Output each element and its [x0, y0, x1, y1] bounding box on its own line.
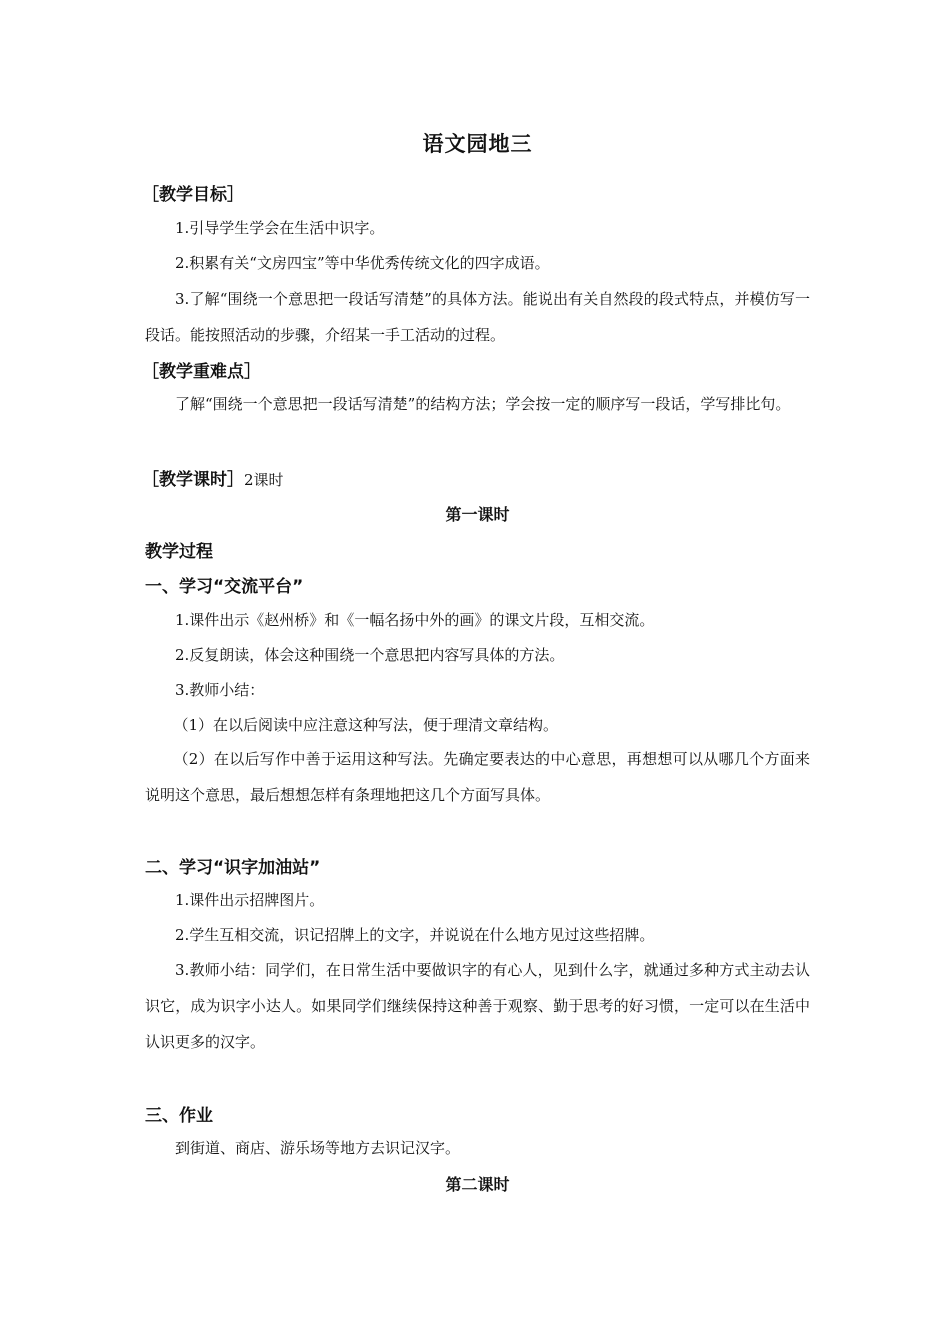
section1-item-5: （2）在以后写作中善于运用这种写法。先确定要表达的中心意思，再想想可以从哪几个方面来说明这个意思，最后想想怎样有条理地把这几个方面写具体。 [145, 750, 810, 804]
objective-item-1: 1.引导学生学会在生活中识字。 [175, 219, 385, 237]
key-points-text: 了解“围绕一个意思把一段话写清楚”的结构方法；学会按一定的顺序写一段话，学写排比句。 [175, 395, 791, 413]
objective-item-3: 3.了解“围绕一个意思把一段话写清楚”的具体方法。能说出有关自然段的段式特点，并模仿写一段话。能按照活动的步骤，介绍某一手工活动的过程。 [145, 290, 810, 344]
key-points-heading: ［教学重难点］ [142, 362, 261, 382]
section1-item-3: 3.教师小结： [175, 681, 265, 699]
section1-item-4: （1）在以后阅读中应注意这种写法，便于理清文章结构。 [173, 716, 559, 734]
class-hours-value: 2课时 [244, 471, 284, 489]
section2-heading: 二、学习“识字加油站” [145, 858, 321, 878]
section3-text: 到街道、商店、游乐场等地方去识记汉字。 [175, 1139, 461, 1157]
section1-item-1: 1.课件出示《赵州桥》和《一幅名扬中外的画》的课文片段，互相交流。 [175, 611, 655, 629]
objective-item-2: 2.积累有关“文房四宝”等中华优秀传统文化的四字成语。 [175, 254, 550, 272]
process-heading: 教学过程 [145, 542, 213, 562]
section3-heading: 三、作业 [145, 1106, 213, 1126]
class-hours-line [142, 465, 284, 490]
document-title: 语文园地三 [422, 132, 533, 156]
section2-item-2: 2.学生互相交流，识记招牌上的文字，并说说在什么地方见过这些招牌。 [175, 926, 655, 944]
section1-heading: 一、学习“交流平台” [145, 577, 304, 597]
section2-item-3: 3.教师小结：同学们，在日常生活中要做识字的有心人，见到什么字，就通过多种方式主动去认识它，成为识字小达人。如果同学们继续保持这种善于观察、勤于思考的好习惯，一定可以在生活中认识更多的汉字。 [145, 961, 810, 1051]
objectives-heading: ［教学目标］ [142, 185, 244, 205]
class-hours-heading: ［教学课时］ [142, 470, 244, 490]
lesson2-heading: 第二课时 [445, 1175, 510, 1194]
section2-item-1: 1.课件出示招牌图片。 [175, 891, 325, 909]
section1-item-2: 2.反复朗读，体会这种围绕一个意思把内容写具体的方法。 [175, 646, 565, 664]
lesson1-heading: 第一课时 [445, 505, 510, 524]
